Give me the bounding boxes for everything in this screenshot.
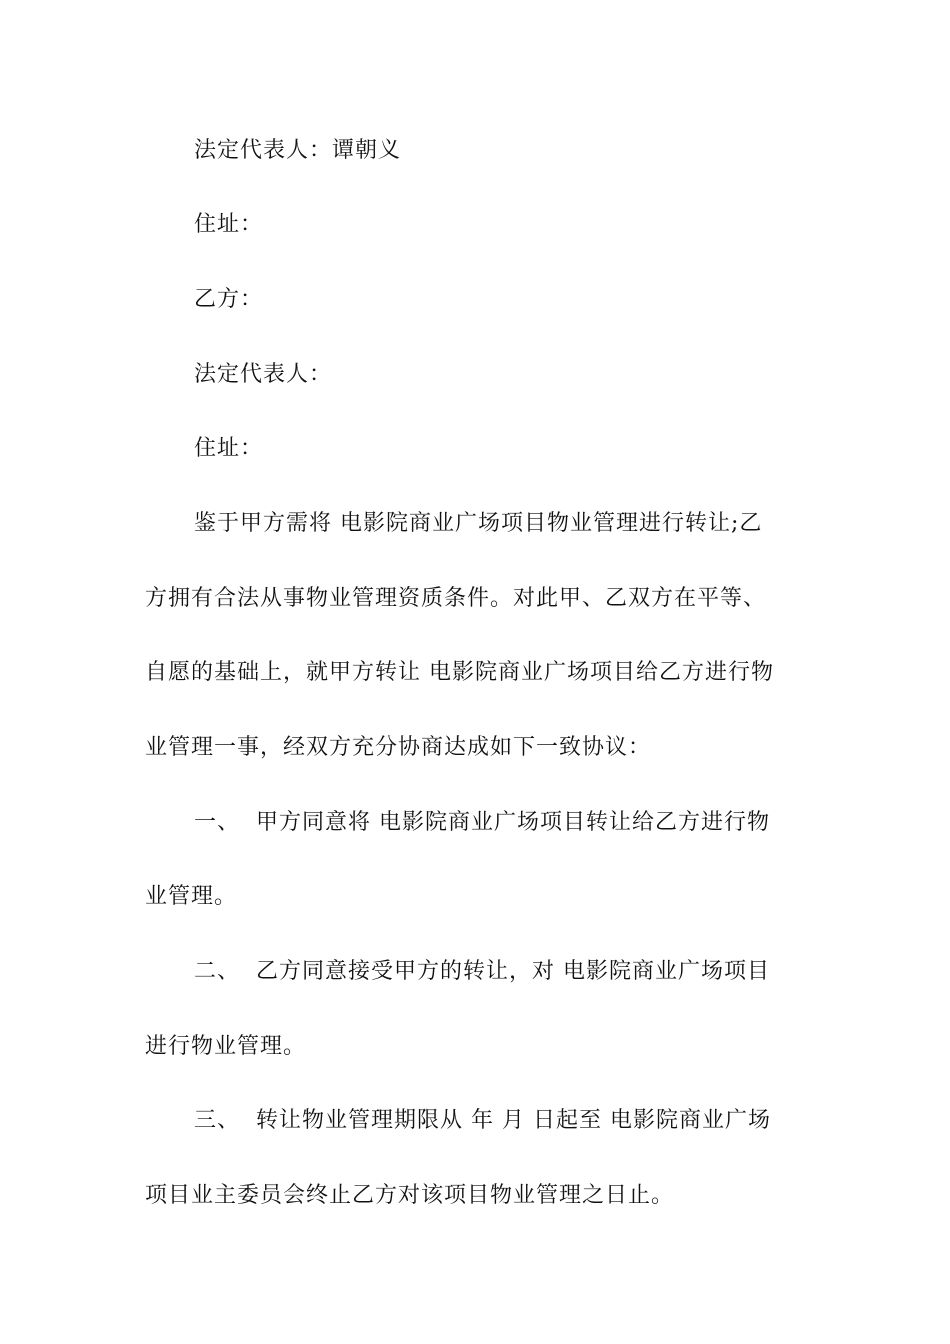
preamble-line-1: 鉴于甲方需将 电影院商业广场项目物业管理进行转让;乙 xyxy=(194,511,763,536)
legal-representative-b: 法定代表人： xyxy=(194,362,333,387)
clause-2-line-2: 进行物业管理。 xyxy=(145,1034,307,1059)
address-b: 住址： xyxy=(194,436,264,461)
preamble-line-3: 自愿的基础上，就甲方转让 电影院商业广场项目给乙方进行物 xyxy=(145,660,774,685)
clause-3-line-2: 项目业主委员会终止乙方对该项目物业管理之日止。 xyxy=(145,1183,675,1208)
preamble-line-4: 业管理一事，经双方充分协商达成如下一致协议： xyxy=(145,735,652,760)
party-b: 乙方： xyxy=(194,287,264,312)
clause-3-line-1: 三、 转让物业管理期限从 年 月 日起至 电影院商业广场 xyxy=(194,1108,771,1133)
preamble-line-2: 方拥有合法从事物业管理资质条件。对此甲、乙双方在平等、 xyxy=(145,586,767,611)
clause-1-line-2: 业管理。 xyxy=(145,884,238,909)
clause-1-line-1: 一、 甲方同意将 电影院商业广场项目转让给乙方进行物 xyxy=(194,810,770,835)
legal-representative-a: 法定代表人：谭朝义 xyxy=(194,138,402,163)
address-a: 住址： xyxy=(194,212,264,237)
clause-2-line-1: 二、 乙方同意接受甲方的转让，对 电影院商业广场项目 xyxy=(194,959,770,984)
